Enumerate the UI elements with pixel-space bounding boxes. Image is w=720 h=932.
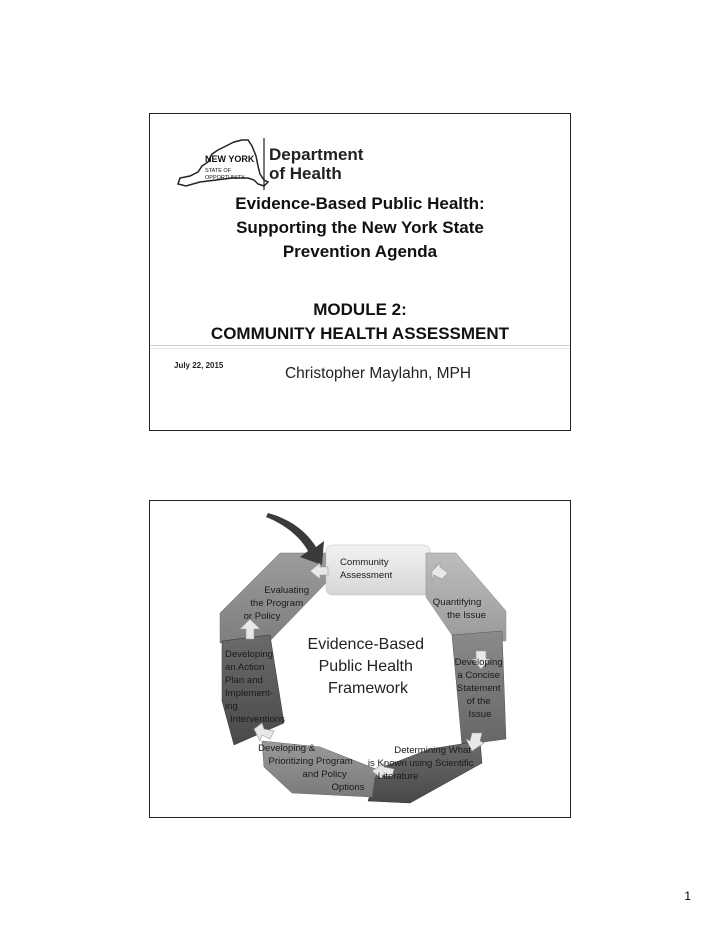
step-determining-label: Determining What is Known using Scientific Literature [367,745,474,782]
logo-state-line1: NEW YORK [205,154,255,164]
step-concise-statement-label: Developing a Concise Statement of the Issue [454,657,503,720]
logo-state-line2: STATE OF [205,168,232,174]
step-evaluating-label: Evaluating the Program or Policy [243,585,310,622]
slide-title [150,192,570,264]
step-community-assessment-label: Community Assessment [340,557,393,581]
logo-dept-line1: Department [269,145,364,164]
module-line: COMMUNITY HEALTH ASSESSMENT [210,324,510,343]
title-line: Supporting the New York State [236,218,484,237]
title-line: Prevention Agenda [282,242,438,261]
nys-doh-logo [172,132,372,194]
divider [150,348,570,349]
module-title [150,298,570,346]
logo-dept-line2: of Health [269,164,342,183]
step-prioritizing-label: Developing & Prioritizing Program and Policy Options [258,743,365,793]
step-quantifying-label: Quantifying the Issue [432,597,486,621]
divider [150,345,570,346]
slide-date: July 22, 2015 [174,361,224,370]
logo-state-line3: OPPORTUNITY. [205,175,246,181]
module-line: MODULE 2: [313,300,407,319]
title-line: Evidence-Based Public Health: [235,194,485,213]
author-name: Christopher Maylahn, MPH [284,365,472,382]
framework-cycle-diagram [150,501,570,817]
framework-slide [149,500,571,818]
page-number: 1 [684,889,691,903]
step-action-plan-label: Developing an Action Plan and Implement- ing Interventions [225,649,285,725]
title-slide [149,113,571,431]
framework-center-title: Evidence-Based Public Health Framework [307,636,425,697]
